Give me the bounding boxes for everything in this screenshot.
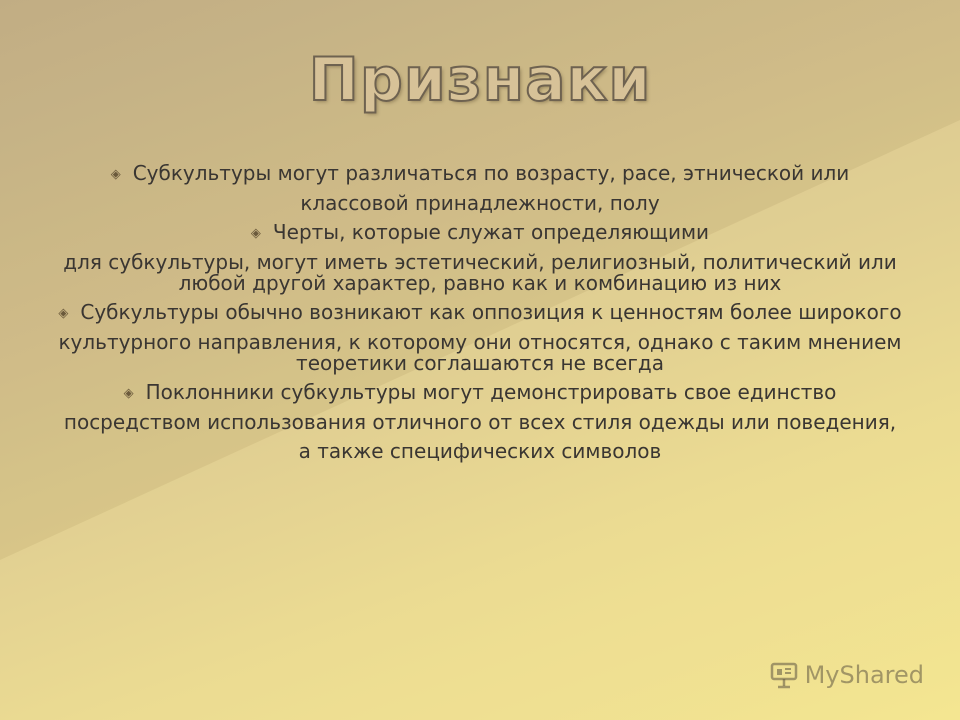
paragraph-5	[50, 302, 910, 324]
slide-body	[50, 163, 910, 470]
paragraph-text: для субкультуры, могут иметь эстетический, религиозный, политический или любой другой характер, равно как и комбинацию из них	[63, 250, 897, 295]
paragraph-text: культурного направления, к которому они относятся, однако с таким мнением теоретики соглашаются не всегда	[58, 330, 902, 375]
bullet-icon: ◈	[250, 226, 261, 241]
bullet-icon: ◈	[58, 306, 69, 321]
paragraph-6	[50, 332, 910, 374]
paragraph-text: а также специфических символов	[298, 439, 662, 463]
paragraph-7	[50, 382, 910, 404]
paragraph-4	[50, 252, 910, 294]
slide-title: Признаки	[308, 45, 652, 115]
paragraph-text: Черты, которые служат определяющими	[272, 220, 710, 244]
presentation-board-icon	[769, 660, 799, 690]
paragraph-2	[50, 193, 910, 214]
watermark-logo	[769, 660, 924, 690]
paragraph-text: посредством использования отличного от всех стиля одежды или поведения,	[63, 410, 897, 434]
paragraph-text: классовой принадлежности, полу	[300, 191, 660, 215]
bullet-icon: ◈	[123, 386, 134, 401]
paragraph-text: Субкультуры обычно возникают как оппозиция к ценностям более широкого	[80, 300, 902, 324]
watermark-text: MyShared	[804, 661, 924, 689]
paragraph-text: Поклонники субкультуры могут демонстрировать свое единство	[145, 380, 837, 404]
paragraph-1	[50, 163, 910, 185]
paragraph-8	[50, 412, 910, 433]
paragraph-text: Субкультуры могут различаться по возрасту, расе, этнической или	[132, 161, 850, 185]
paragraph-3	[50, 222, 910, 244]
paragraph-9	[50, 441, 910, 462]
bullet-icon: ◈	[110, 167, 121, 182]
